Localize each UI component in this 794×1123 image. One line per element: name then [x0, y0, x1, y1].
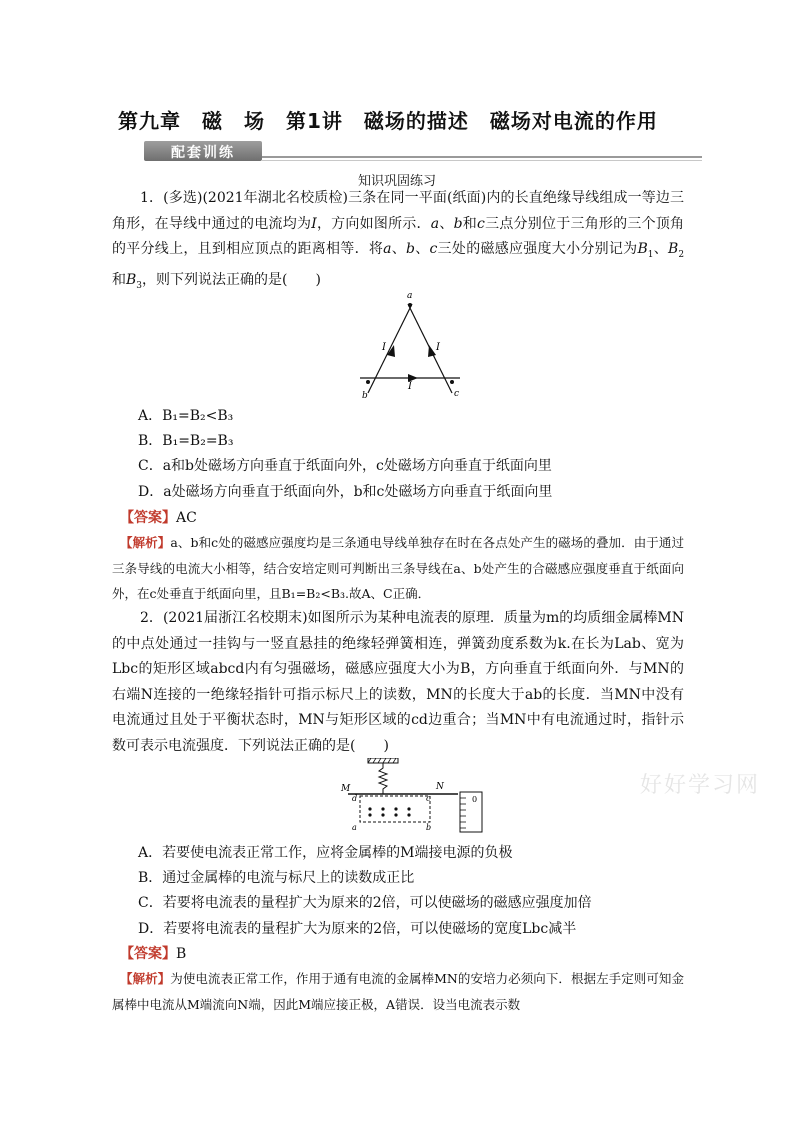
q1-stem-1: 1．(多选)(2021年湖北名校质检)三条在同一平面(纸面)内的长直绝缘导线组成一等边三角形，在导线中通过的电流均为 — [112, 190, 684, 232]
q1-stem-18: B — [668, 241, 679, 257]
q1-stem — [112, 186, 684, 300]
q1-stem-20: 和 — [112, 272, 126, 289]
answer-value: B — [176, 946, 187, 962]
q1-stem-12: 、 — [415, 241, 430, 257]
q1-stem-7: c — [477, 215, 485, 232]
q1-stem-3: a — [430, 215, 440, 232]
fig2-label-b: b — [426, 823, 432, 832]
fig1-label-I-left: I — [382, 342, 386, 353]
analysis-text: 为使电流表正常工作，作用于通有电流的金属棒MN的安培力必须向下．根据左手定则可知金属棒中电流从M端流向N端，因此M端应接正极，A错误．设当电流表示数 — [112, 971, 684, 1012]
q1-stem-I: I — [311, 215, 317, 232]
q1-stem-6: 和 — [462, 215, 478, 232]
answer-tag: 【答案】 — [120, 510, 176, 526]
fig2-label-M: M — [341, 784, 351, 794]
q1-answer — [120, 507, 197, 527]
q2-option-b: B．通过金属棒的电流与标尺上的读数成正比 — [138, 870, 415, 886]
q1-option-a: A．B₁=B₂<B₃ — [138, 408, 234, 424]
q1-stem-22: 3 — [136, 281, 143, 292]
answer-value: AC — [176, 510, 197, 526]
banner-label: 配套训练 — [171, 145, 235, 161]
analysis-text: a、b和c处的磁感应强度均是三条通电导线单独存在时在各点处产生的磁场的叠加．由于通过三条导线的电流大小相等，结合安培定则可判断出三条导线在a、b处产生的合磁感应强度垂直于纸面向外，在c处垂直于纸面向里，且B₁=B₂<B₃.故A、C正确． — [112, 535, 684, 601]
q1-stem-16: 1 — [647, 249, 654, 260]
q1-stem-8: 三点分别位于三角形的三个顶角的平分线上，且到相应顶点的距离相等．将 — [112, 215, 685, 257]
q2-option-c: C．若要将电流表的量程扩大为原来的2倍，可以使磁场的磁感应强度加倍 — [138, 895, 592, 911]
q1-analysis — [112, 530, 684, 607]
fig1-label-I-bottom: I — [408, 381, 412, 392]
q1-stem-23: ，则下列说法正确的是( ) — [142, 272, 321, 289]
watermark: 好好学习网 — [640, 773, 761, 798]
q2-answer — [120, 943, 186, 963]
fig1-label-c: c — [454, 389, 460, 399]
fig1-label-a: a — [407, 291, 413, 301]
analysis-tag: 【解析】 — [120, 535, 171, 550]
q2-analysis — [112, 966, 684, 1017]
divider-thin — [262, 160, 702, 161]
q1-stem-10: 、 — [391, 241, 407, 257]
q1-option-d: D．a处磁场方向垂直于纸面向外，b和c处磁场方向垂直于纸面向里 — [138, 484, 553, 500]
q1-stem-13: c — [429, 241, 438, 257]
q1-stem-5: b — [453, 215, 463, 232]
q1-stem-11: b — [406, 241, 415, 257]
q1-option-b: B．B₁=B₂=B₃ — [138, 433, 234, 449]
triangle-figure — [352, 288, 468, 404]
analysis-tag: 【解析】 — [120, 971, 171, 986]
q1-stem-4: 、 — [439, 215, 454, 232]
fig1-label-I-right: I — [436, 342, 440, 353]
q1-stem-9: a — [383, 241, 392, 257]
section-banner — [144, 141, 262, 161]
q1-stem-17: 、 — [653, 241, 669, 257]
fig2-label-zero: 0 — [472, 795, 478, 804]
q1-stem-19: 2 — [678, 249, 685, 260]
answer-tag: 【答案】 — [120, 946, 176, 962]
q1-option-c: C．a和b处磁场方向垂直于纸面向外，c处磁场方向垂直于纸面向里 — [138, 458, 552, 474]
q1-stem-15: B — [637, 241, 648, 257]
fig2-label-N: N — [436, 782, 444, 792]
q1-stem-21: B — [126, 272, 137, 289]
page-title: 第九章 磁 场 第1讲 磁场的描述 磁场对电流的作用 — [118, 109, 658, 133]
q2-option-a: A．若要使电流表正常工作，应将金属棒的M端接电源的负极 — [138, 845, 513, 861]
fig1-label-b: b — [362, 391, 368, 401]
q1-stem-2: ，方向如图所示． — [316, 215, 431, 232]
q2-option-d: D．若要将电流表的量程扩大为原来的2倍，可以使磁场的宽度Lbc减半 — [138, 921, 577, 937]
section-heading: 知识巩固练习 — [357, 174, 436, 189]
fig2-label-d: d — [352, 794, 358, 803]
fig2-label-c: c — [426, 794, 431, 803]
divider — [262, 156, 702, 158]
ammeter-figure — [338, 758, 490, 838]
fig2-label-a: a — [352, 823, 357, 832]
q2-stem: 2．(2021届浙江名校期末)如图所示为某种电流表的原理．质量为m的均质细金属棒MN的中点处通过一挂钩与一竖直悬挂的绝缘轻弹簧相连，弹簧劲度系数为k.在长为Lab、宽为Lbc的矩形区域abcd内有匀强磁场，磁感应强度大小为B，方向垂直于纸面向外．与MN的右端N连接的一绝缘轻指针可指示标尺上的读数，MN的长度大于ab的长度．当MN中没有电流通过且处于平衡状态时，MN与矩形区域的cd边重合；当MN中有电流通过时，指针示数可表示电流强度．下列说法正确的是( ) — [112, 610, 684, 754]
q1-stem-14: 三处的磁感应强度大小分别记为 — [437, 241, 638, 257]
